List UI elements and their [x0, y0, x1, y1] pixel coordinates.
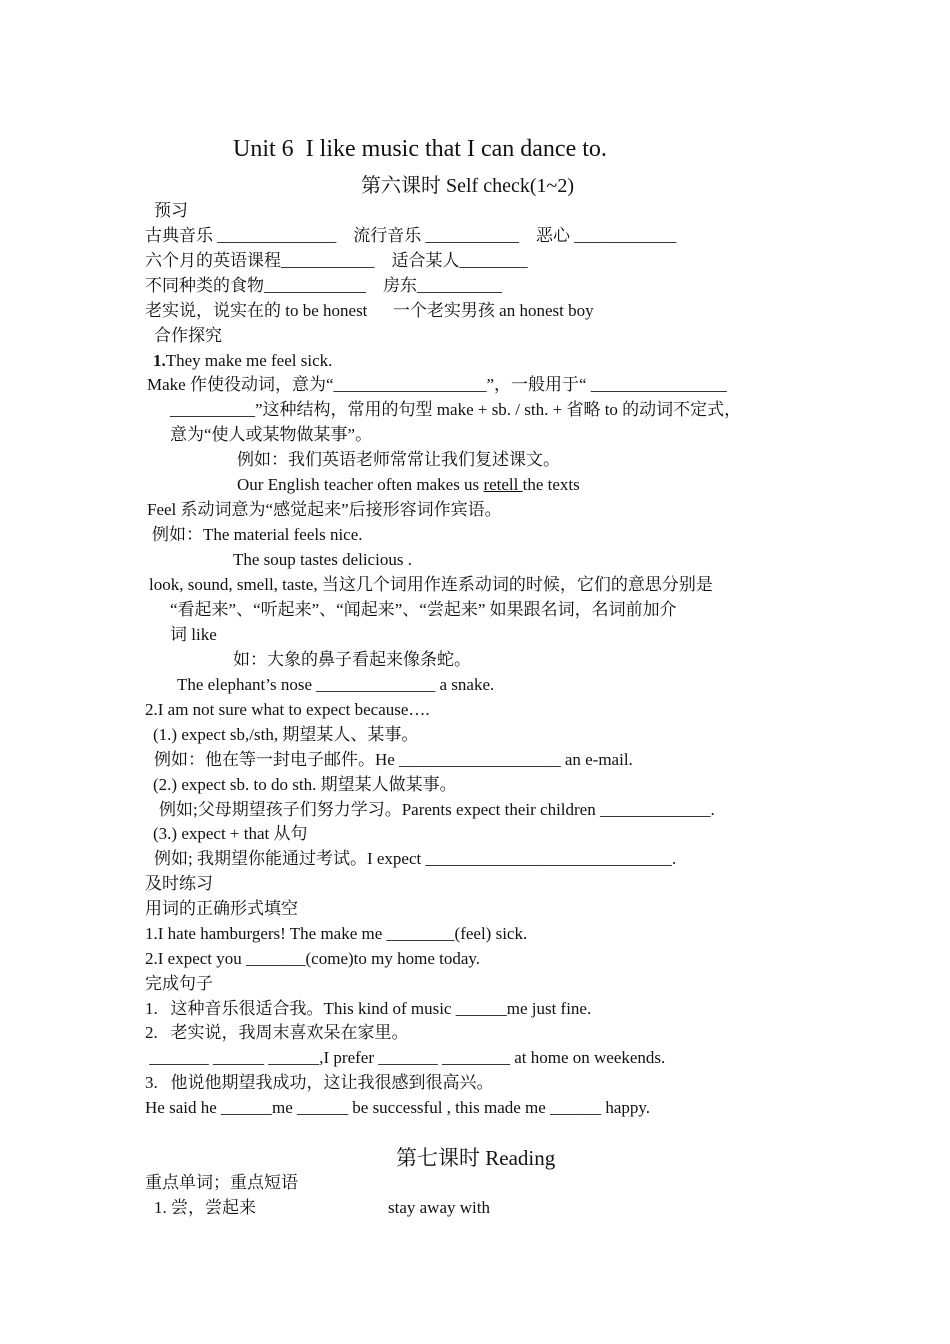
- complete-item: _______ ______ ______,I prefer _______ ________ at home on weekends.: [145, 1048, 666, 1067]
- complete-item: 3. 他说他期望我成功，这让我很感到很高兴。: [145, 1073, 494, 1092]
- vocab-word: 1. 尝，尝起来: [154, 1198, 256, 1217]
- example-en-post: the texts: [522, 475, 580, 494]
- usage-example: 例如;父母期望孩子们努力学习。Parents expect their children _____________.: [159, 800, 715, 819]
- page-title: Unit 6 I like music that I can dance to.: [233, 136, 607, 162]
- example-en-underlined: retell: [483, 475, 523, 494]
- look-explanation: “看起来”、“听起来”、“闻起来”、“尝起来” 如果跟名词，名词前加介: [170, 600, 677, 619]
- lesson7-heading: 第七课时 Reading: [396, 1146, 556, 1170]
- preview-label: 预习: [154, 201, 188, 220]
- feel-explanation: Feel 系动词意为“感觉起来”后接形容词作宾语。: [147, 500, 502, 519]
- practice-label: 及时练习: [145, 874, 213, 893]
- fill-item: 2.I expect you _______(come)to my home today.: [145, 949, 481, 968]
- point2-sentence: 2.I am not sure what to expect because….: [145, 700, 430, 719]
- point1-sentence: [153, 350, 332, 372]
- point1-number: 1.: [153, 351, 166, 370]
- fill-label: 用词的正确形式填空: [145, 899, 298, 918]
- complete-item: 1. 这种音乐很适合我。This kind of music ______me just fine.: [145, 999, 592, 1018]
- vocab-phrase: stay away with: [388, 1198, 490, 1217]
- example-en: [237, 474, 580, 496]
- vocab-line: 老实说，说实在的 to be honest 一个老实男孩 an honest boy: [145, 301, 594, 320]
- make-explanation: 意为“使人或某物做某事”。: [170, 425, 373, 444]
- point1-text: They make me feel sick.: [165, 351, 333, 370]
- look-explanation: 词 like: [170, 625, 217, 644]
- vocab-line: 六个月的英语课程___________ 适合某人________: [145, 251, 528, 270]
- complete-item: 2. 老实说，我周末喜欢呆在家里。: [145, 1023, 409, 1042]
- complete-item: He said he ______me ______ be successful , this made me ______ happy.: [145, 1098, 651, 1117]
- usage-example: 例如：他在等一封电子邮件。He ___________________ an e-mail.: [154, 750, 633, 769]
- feel-example: 例如：The material feels nice.: [152, 525, 363, 544]
- vocab-line: 古典音乐 ______________ 流行音乐 ___________ 恶心 ____________: [145, 226, 677, 245]
- lesson6-heading: 第六课时 Self check(1~2): [361, 175, 574, 197]
- fill-item: 1.I hate hamburgers! The make me ________(feel) sick.: [145, 924, 528, 943]
- feel-example: The soup tastes delicious .: [233, 550, 412, 569]
- coop-label: 合作探究: [154, 326, 222, 345]
- vocab-line: 不同种类的食物____________ 房东__________: [145, 276, 502, 295]
- example-en-pre: Our English teacher often makes us: [237, 475, 484, 494]
- look-explanation: look, sound, smell, taste, 当这几个词用作连系动词的时候，它们的意思分别是: [149, 575, 713, 594]
- usage-line: (2.) expect sb. to do sth. 期望某人做某事。: [153, 775, 457, 794]
- key-label: 重点单词；重点短语: [145, 1173, 298, 1192]
- usage-example: 例如; 我期望你能通过考试。I expect _____________________________.: [154, 849, 677, 868]
- example-cn: 例如：我们英语老师常常让我们复述课文。: [237, 450, 560, 469]
- usage-line: (3.) expect + that 从句: [153, 824, 308, 843]
- complete-label: 完成句子: [145, 974, 213, 993]
- look-example-en: The elephant’s nose ______________ a snake.: [177, 675, 495, 694]
- usage-line: (1.) expect sb,/sth, 期望某人、某事。: [153, 725, 419, 744]
- look-example-cn: 如：大象的鼻子看起来像条蛇。: [233, 650, 471, 669]
- make-explanation: Make 作使役动词，意为“__________________”，一般用于“ ________________: [147, 375, 727, 394]
- make-explanation: __________”这种结构，常用的句型 make + sb. / sth. + 省略 to 的动词不定式，: [170, 400, 742, 419]
